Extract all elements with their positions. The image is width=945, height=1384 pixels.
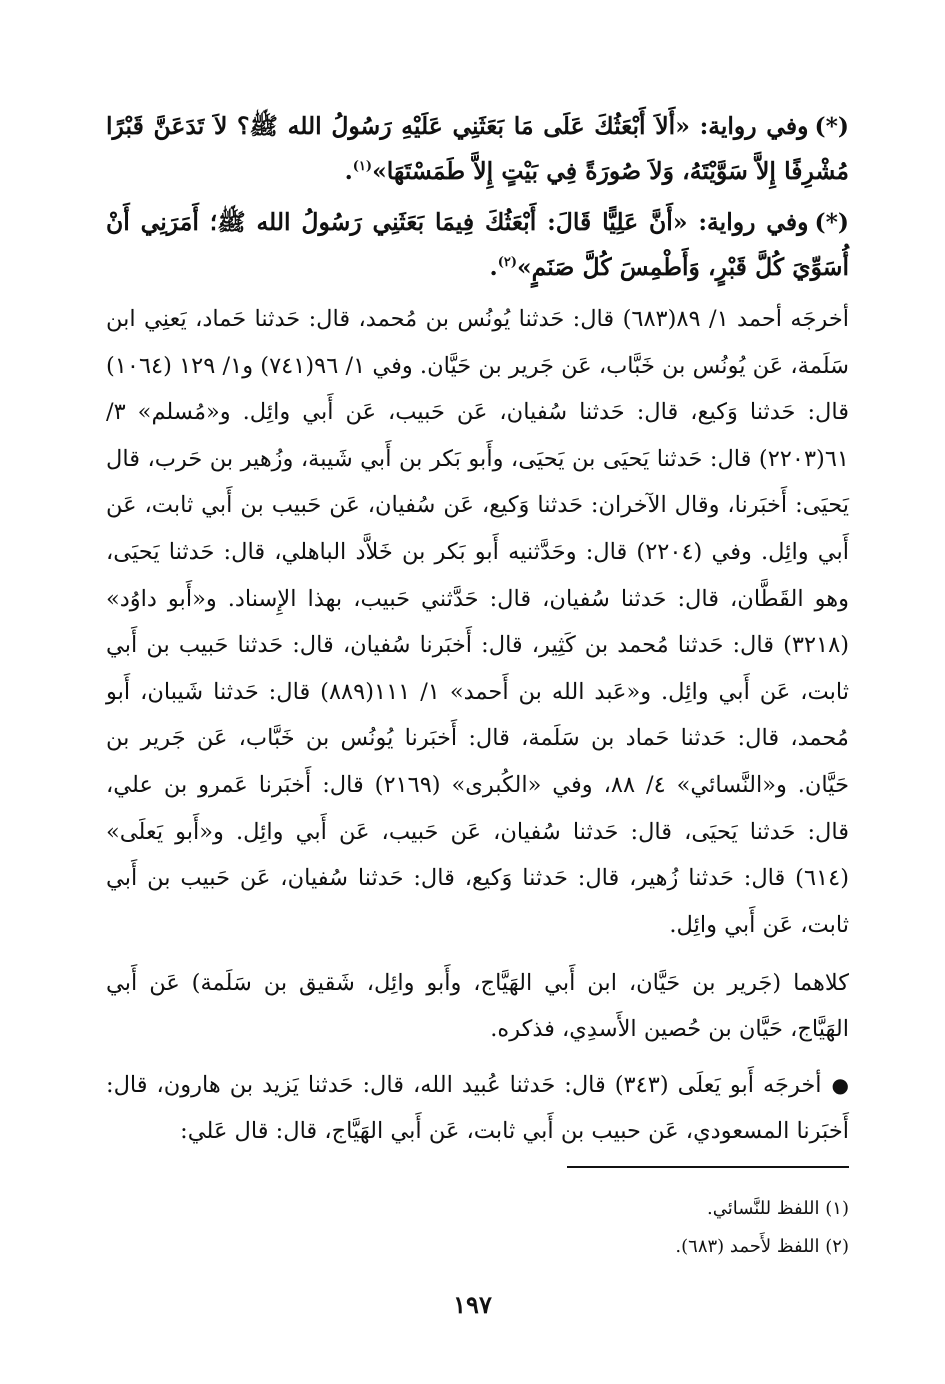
footnote-ref-2[interactable]: (٢) [497,255,517,271]
star-marker: (*) [814,112,849,140]
star-marker: (*) [814,208,849,236]
footnote-2 [106,1228,849,1266]
narration-2-end: . [489,253,498,281]
footnote-1 [106,1190,849,1228]
footnote-1-text: اللفظ للنَّسائي. [707,1198,820,1219]
footnote-1-marker: (١) [825,1198,849,1219]
bullet-paragraph-text: أخرجَه أَبو يَعلَى (٣٤٣) قال: حَدثنا عُبيد الله، قال: حَدثنا يَزيد بن هارون، قال: أَخبَرنا المسعودي، عَن حبيب بن أَبي ثابت، عَن أَبي الهَيَّاج، قال: قال عَلي: [106,1072,849,1145]
narration-2-text: وفي رواية: «أَنَّ عَلِيًّا قَالَ: أَبْعَثُكَ فِيمَا بَعَثَنِي رَسُولُ الله ﷺ؛ أَمَرَنِي أَنْ أُسَوِّيَ كُلَّ قَبْرٍ، وَأَطْمِسَ كُلَّ صَنَمٍ» [106,208,849,281]
narration-1-text: وفي رواية: «أَلاَ أَبْعَثُكَ عَلَى مَا بَعَثَنِي عَلَيْهِ رَسُولُ الله ﷺ؟ لاَ تَدَعَنَّ قَبْرًا مُشْرِفًا إِلاَّ سَوَّيْتَهُ، وَلاَ صُورَةً فِي بَيْتٍ إِلاَّ طَمَسْتَهَا» [106,112,849,185]
narration-2 [106,200,849,290]
summary-paragraph: كلاهما (جَرير بن حَيَّان، ابن أَبي الهَيَّاج، وأَبو وائِل، شَقيق بن سَلَمة) عَن أَبي الهَيَّاج، حَيَّان بن حُصين الأَسدِي، فذكره. [106,970,849,1043]
bullet-icon: ● [831,1073,849,1098]
page-number: ١٩٧ [453,1290,492,1319]
narration-1 [106,104,849,194]
footnote-ref-1[interactable]: (١) [352,159,373,175]
footnotes [106,1190,849,1266]
footnote-2-marker: (٢) [825,1236,849,1257]
footnote-divider [567,1166,849,1168]
footnote-2-text: اللفظ لأَحمد (٦٨٣). [675,1236,820,1257]
takhrij-paragraph: أخرجَه أحمد ١/ ٨٩(٦٨٣) قال: حَدثنا يُونُس بن مُحمد، قال: حَدثنا حَماد، يَعنِي ابن سَلَمة، عَن يُونُس بن خَبَّاب، عَن جَرير بن حَيَّان. وفي ١/ ٩٦(٧٤١) و١/ ١٢٩ (١٠٦٤) قال: حَدثنا وَكيع، قال: حَدثنا سُفيان، عَن حَبيب، عَن أَبي وائِل. و«مُسلم» ٣/ ٦١(٢٢٠٣) قال: حَدثنا يَحيَى بن يَحيَى، وأَبو بَكر بن أَبي شَيبة، وزُهير بن حَرب، قال يَحيَى: أَخبَرنا، وقال الآخران: حَدثنا وَكيع، عَن سُفيان، عَن حَبيب بن أَبي ثابت، عَن أَبي وائِل. وفي (٢٢٠٤) قال: وحَدَّثنيه أَبو بَكر بن خَلاَّد الباهلي، قال: حَدثنا يَحيَى، وهو القَطَّان، قال: حَدثنا سُفيان، قال: حَدَّثني حَبيب، بهذا الإِسناد. و«أَبو داوُد» (٣٢١٨) قال: حَدثنا مُحمد بن كَثِير، قال: أَخبَرنا سُفيان، قال: حَدثنا حَبيب بن أَبي ثابت، عَن أَبي وائِل. و«عَبد الله بن أَحمد» ١/ ١١١(٨٨٩) قال: حَدثنا شَيبان، أَبو مُحمد، قال: حَدثنا حَماد بن سَلَمة، قال: أَخبَرنا يُونُس بن خَبَّاب، عَن جَرير بن حَيَّان. و«النَّسائي» ٤/ ٨٨، وفي «الكُبرى» (٢١٦٩) قال: أَخبَرنا عَمرو بن علي، قال: حَدثنا يَحيَى، قال: حَدثنا سُفيان، عَن حَبيب، عَن أَبي وائِل. و«أَبو يَعلَى» (٦١٤) قال: حَدثنا زُهير، قال: حَدثنا وَكيع، قال: حَدثنا سُفيان، عَن حَبيب بن أَبي ثابت، عَن أَبي وائِل. [106,306,850,938]
narration-1-end: . [344,157,353,185]
bullet-paragraph [106,1062,849,1154]
